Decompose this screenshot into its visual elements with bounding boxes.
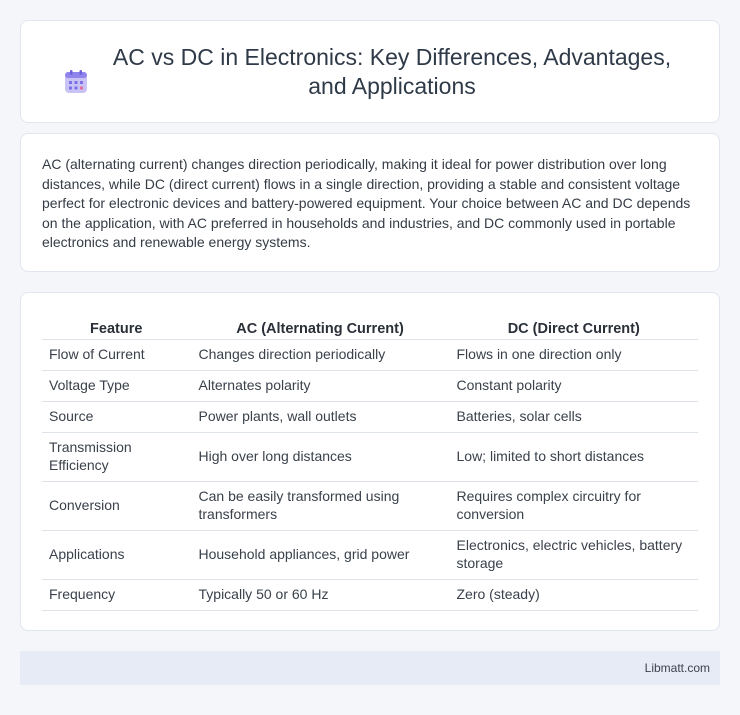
table-header-row [42, 317, 698, 339]
table-cell: Conversion [42, 481, 191, 530]
table-cell: Low; limited to short distances [449, 432, 698, 481]
table-row [42, 401, 698, 432]
table-cell: Changes direction periodically [191, 339, 449, 370]
table-cell: Flows in one direction only [449, 339, 698, 370]
table-cell: Requires complex circuitry for conversion [449, 481, 698, 530]
table-row [42, 481, 698, 530]
header-card [20, 20, 720, 123]
table-row [42, 530, 698, 579]
table-cell: Batteries, solar cells [449, 401, 698, 432]
footer [20, 651, 720, 685]
table-cell: Alternates polarity [191, 370, 449, 401]
table-cell: High over long distances [191, 432, 449, 481]
table-row [42, 579, 698, 610]
table-cell: Zero (steady) [449, 579, 698, 610]
table-cell: Frequency [42, 579, 191, 610]
intro-card [20, 133, 720, 272]
table-cell: Flow of Current [42, 339, 191, 370]
calendar-icon [63, 69, 89, 95]
table-cell: Power plants, wall outlets [191, 401, 449, 432]
comparison-table [42, 317, 698, 611]
page-title: AC vs DC in Electronics: Key Differences, Advantages, and Applications [112, 43, 672, 99]
footer-brand-link[interactable]: Libmatt.com [644, 661, 710, 675]
column-header-dc: DC (Direct Current) [449, 317, 698, 339]
table-cell: Applications [42, 530, 191, 579]
table-cell: Electronics, electric vehicles, battery storage [449, 530, 698, 579]
table-cell: Household appliances, grid power [191, 530, 449, 579]
table-cell: Source [42, 401, 191, 432]
table-cell: Voltage Type [42, 370, 191, 401]
table-row [42, 432, 698, 481]
column-header-feature: Feature [42, 317, 191, 339]
table-cell: Constant polarity [449, 370, 698, 401]
table-row [42, 339, 698, 370]
table-cell: Typically 50 or 60 Hz [191, 579, 449, 610]
table-cell: Transmission Efficiency [42, 432, 191, 481]
intro-paragraph: AC (alternating current) changes direction periodically, making it ideal for power distribution over long distances, while DC (direct current) flows in a single direction, providing a stable and consistent voltage perfect for electronic devices and battery-powered equipment. Your choice between AC and DC depends on the application, with AC preferred in households and industries, and DC commonly used in portable electronics and renewable energy systems. [42, 156, 691, 250]
table-row [42, 370, 698, 401]
comparison-table-card [20, 292, 720, 631]
header [63, 43, 677, 101]
table-cell: Can be easily transformed using transformers [191, 481, 449, 530]
column-header-ac: AC (Alternating Current) [191, 317, 449, 339]
